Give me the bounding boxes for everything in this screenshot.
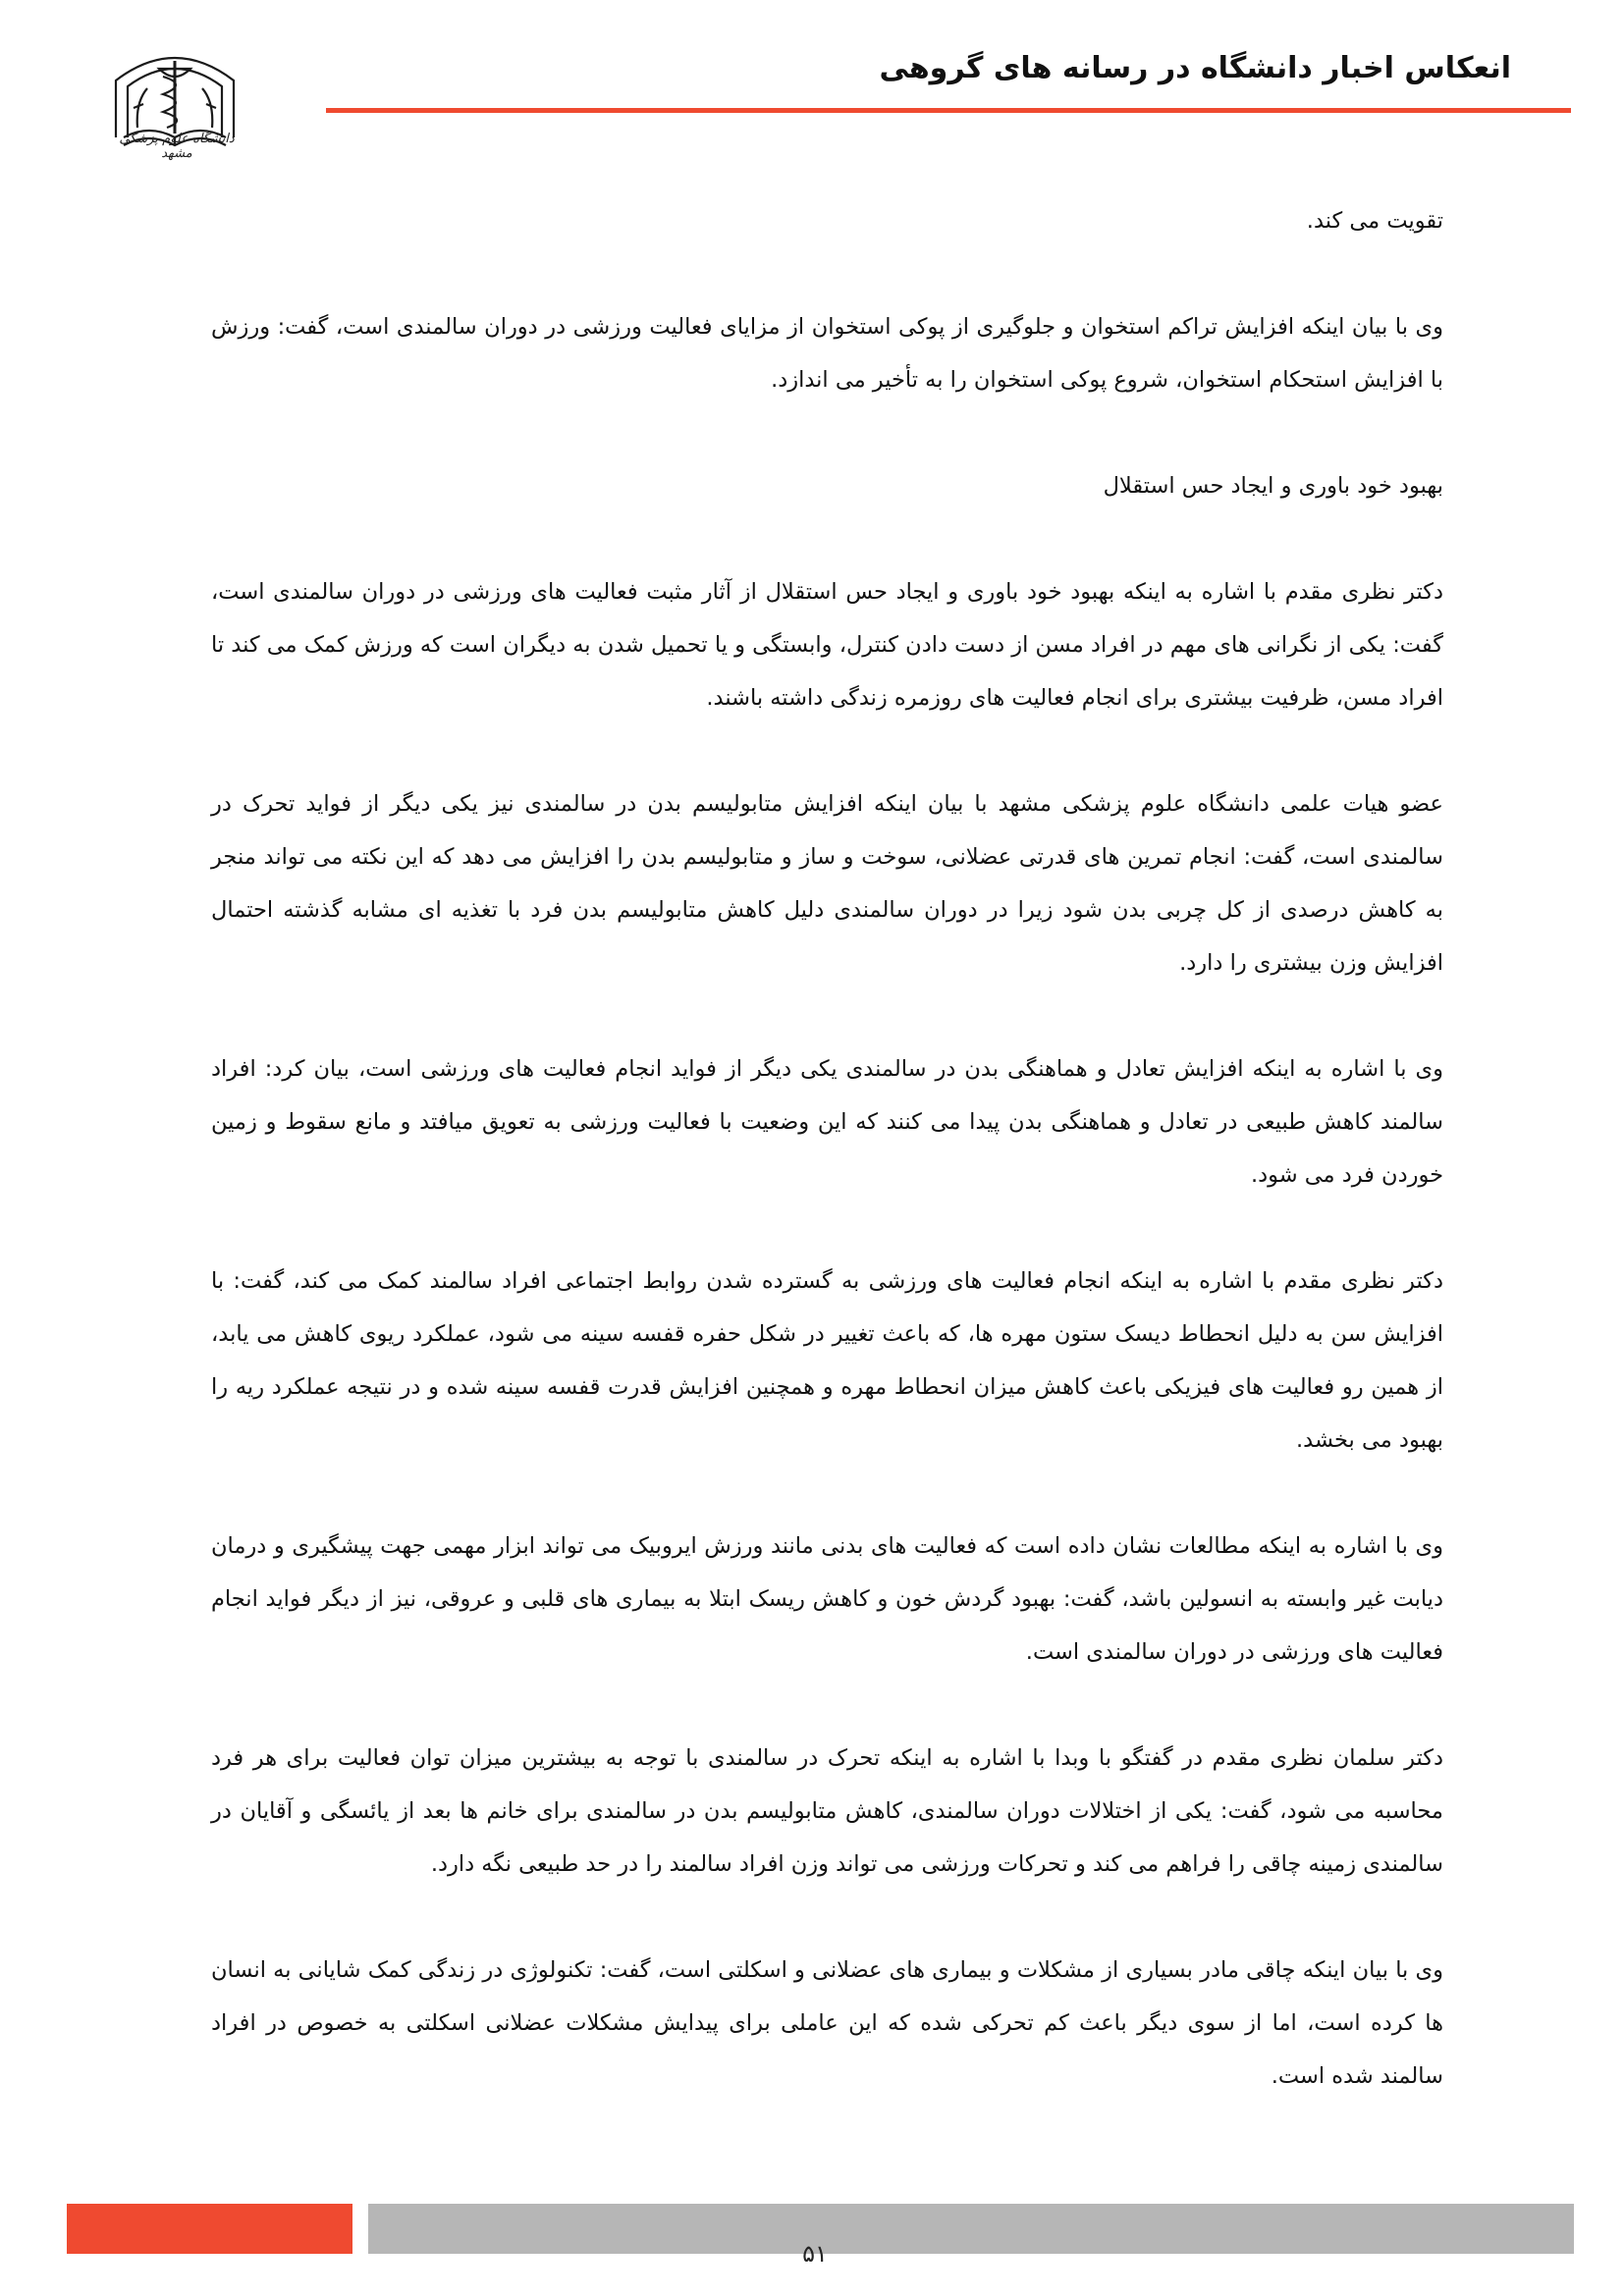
- paragraph: دکتر نظری مقدم با اشاره به اینکه انجام فعالیت های ورزشی به گسترده شدن روابط اجتماعی افراد سالمند کمک می کند، گفت: با افزایش سن به دلیل انحطاط دیسک ستون مهره ها، که باعث تغییر در شکل حفره قفسه سینه می شود، عملکرد ریوی کاهش می یابد، از همین رو فعالیت های فیزیکی باعث کاهش میزان انحطاط مهره و همچنین افزایش قدرت قفسه سینه شده و در نتیجه عملکرد ریه را بهبود می بخشد.: [211, 1268, 1443, 1453]
- paragraph: عضو هیات علمی دانشگاه علوم پزشکی مشهد با بیان اینکه افزایش متابولیسم بدن در سالمندی نیز یکی دیگر از فواید تحرک در سالمندی است، گفت: انجام تمرین های قدرتی عضلانی، سوخت و ساز و متابولیسم بدن را افزایش می دهد که این نکته می تواند منجر به کاهش درصدی از کل چربی بدن شود زیرا در دوران سالمندی دلیل کاهش متابولیسم بدن فرد با تغذیه ای مشابه گذشته احتمال افزایش وزن بیشتری را دارد.: [211, 791, 1443, 976]
- header-divider: [326, 108, 1571, 113]
- paragraph: وی با اشاره به اینکه مطالعات نشان داده است که فعالیت های بدنی مانند ورزش ایروبیک می تواند ابزار مهمی جهت پیشگیری و درمان دیابت غیر وابسته به انسولین باشد، گفت: بهبود گردش خون و کاهش ریسک ابتلا به بیماری های قلبی و عروقی، نیز از دیگر فواید انجام فعالیت های ورزشی در دوران سالمندی است.: [211, 1533, 1443, 1665]
- footer-gray-bar: [368, 2204, 1574, 2254]
- section-subheading: بهبود خود باوری و ایجاد حس استقلال: [1103, 473, 1443, 499]
- article-body: [211, 194, 1443, 2103]
- logo-caption: دانشگاه علوم پزشکی مشهد: [119, 132, 235, 161]
- paragraph: دکتر سلمان نظری مقدم در گفتگو با وبدا با اشاره به اینکه تحرک در سالمندی با توجه به بیشترین میزان توان فعالیت برای هر فرد محاسبه می شود، گفت: یکی از اختلالات دوران سالمندی، کاهش متابولیسم بدن در سالمندی برای خانم ها بعد از یائسگی و آقایان در سالمندی زمینه چاقی را فراهم می کند و تحرکات ورزشی می تواند وزن افراد سالمند را در حد طبیعی نگه دارد.: [211, 1745, 1443, 1877]
- page-header-title: انعکاس اخبار دانشگاه در رسانه های گروهی: [879, 51, 1511, 85]
- paragraph: وی با بیان اینکه افزایش تراکم استخوان و جلوگیری از پوکی استخوان از مزایای فعالیت ورزشی در دوران سالمندی است، گفت: ورزش با افزایش استحکام استخوان، شروع پوکی استخوان را به تأخیر می اندازد.: [211, 314, 1443, 393]
- page-number: ۵۱: [802, 2240, 828, 2268]
- footer-accent-bar: [67, 2204, 352, 2254]
- paragraph: دکتر نظری مقدم با اشاره به اینکه بهبود خود باوری و ایجاد حس استقلال از آثار مثبت فعالیت های ورزشی در دوران سالمندی است، گفت: یکی از نگرانی های مهم در افراد مسن از دست دادن کنترل، وابستگی و یا تحمیل شدن به دیگران است که ورزش کمک می کند تا افراد مسن، ظرفیت بیشتری برای انجام فعالیت های روزمره زندگی داشته باشند.: [211, 579, 1443, 711]
- paragraph: وی با بیان اینکه چاقی مادر بسیاری از مشکلات و بیماری های عضلانی و اسکلتی است، گفت: تکنولوژی در زندگی کمک شایانی به انسان ها کرده است، اما از سوی دیگر باعث کم تحرکی شده که این عاملی برای پیدایش مشکلات عضلانی اسکلتی به خصوص در افراد سالمند شده است.: [211, 1957, 1443, 2089]
- paragraph: تقویت می کند.: [1306, 208, 1443, 234]
- paragraph: وی با اشاره به اینکه افزایش تعادل و هماهنگی بدن در سالمندی یکی دیگر از فواید انجام فعالیت های ورزشی است، بیان کرد: افراد سالمند کاهش طبیعی در تعادل و هماهنگی بدن پیدا می کنند که این وضعیت با فعالیت ورزشی به تعویق میافتد و مانع سقوط و زمین خوردن فرد می شود.: [211, 1056, 1443, 1188]
